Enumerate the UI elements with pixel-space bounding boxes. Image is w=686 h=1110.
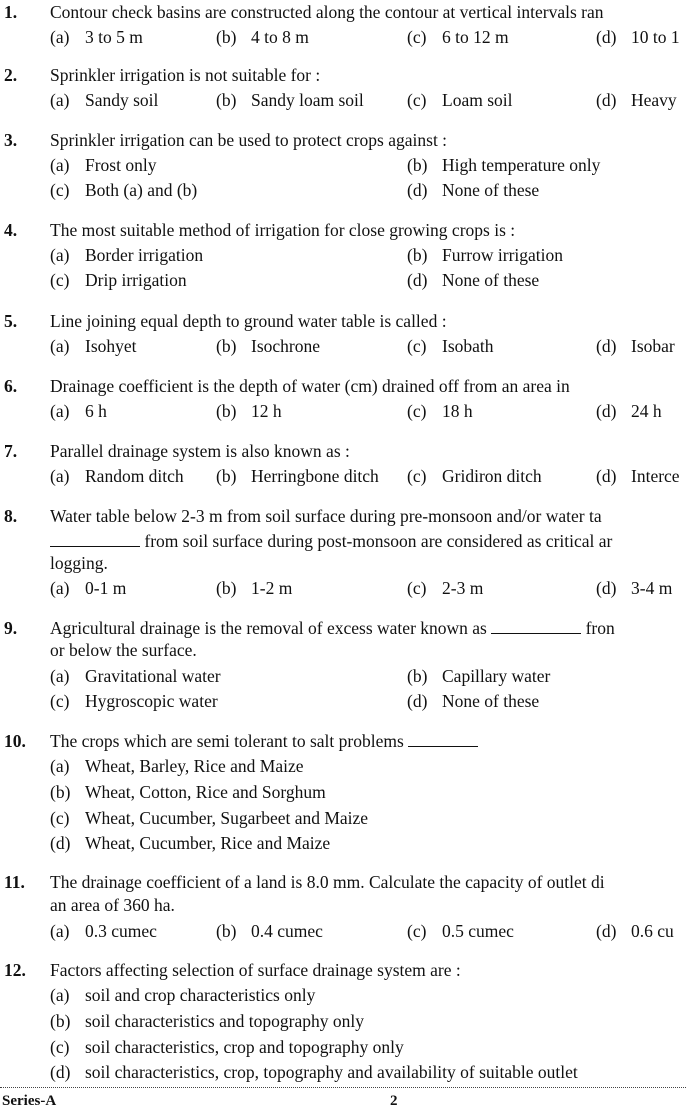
option-a: (a) Sandy soil [50,90,159,110]
option-c: (c) Gridiron ditch [407,466,542,486]
question-number: 1. [4,2,18,22]
question-number: 10. [4,731,26,751]
option-b: (b) Capillary water [407,666,551,686]
question-text: Contour check basins are constructed along the contour at vertical intervals ran [50,2,604,22]
question-text: Drainage coefficient is the depth of water (cm) drained off from an area in [50,376,570,396]
question-text: Line joining equal depth to ground water table is called : [50,311,447,331]
option-b: (b) High temperature only [407,155,601,175]
question-text-line-3: logging. [50,553,108,573]
option-a: (a) Wheat, Barley, Rice and Maize [50,756,304,776]
option-b: (b) Furrow irrigation [407,245,564,265]
option-d: (d) Isobar [596,336,675,356]
option-d: (d) soil characteristics, crop, topography and availability of suitable outlet [50,1062,578,1082]
option-d: (d) Wheat, Cucumber, Rice and Maize [50,833,331,853]
option-d: (d) 3-4 m [596,578,673,598]
option-c: (c) 18 h [407,401,473,421]
question-number: 9. [4,618,18,638]
option-d: (d) None of these [407,270,540,290]
series-label: Series-A [2,1093,57,1109]
option-c: (c) Drip irrigation [50,270,187,290]
option-d: (d) 24 h [596,401,662,421]
option-c: (c) Both (a) and (b) [50,180,198,200]
question-number: 4. [4,220,18,240]
question-text-line-2: or below the surface. [50,640,197,660]
option-c: (c) Wheat, Cucumber, Sugarbeet and Maize [50,808,369,828]
option-c: (c) 0.5 cumec [407,921,514,941]
question-number: 12. [4,960,26,980]
question-text: Factors affecting selection of surface drainage system are : [50,960,461,980]
question-text: The most suitable method of irrigation for close growing crops is : [50,220,516,240]
question-text: Parallel drainage system is also known as : [50,441,350,461]
option-b: (b) Herringbone ditch [216,466,379,486]
option-d: (d) None of these [407,691,540,711]
question-text: Sprinkler irrigation can be used to protect crops against : [50,130,448,150]
option-a: (a) 0.3 cumec [50,921,157,941]
question-text-line-2: an area of 360 ha. [50,895,175,915]
question-text: Water table below 2-3 m from soil surface during pre-monsoon and/or water ta [50,506,602,526]
option-d: (d) 0.6 cu [596,921,674,941]
question-number: 5. [4,311,18,331]
option-b: (b) soil characteristics and topography only [50,1011,364,1031]
option-a: (a) Random ditch [50,466,184,486]
option-b: (b) 0.4 cumec [216,921,323,941]
option-b: (b) 1-2 m [216,578,293,598]
question-text-line-2: from soil surface during post-monsoon are considered as critical ar [50,529,612,554]
option-a: (a) Frost only [50,155,157,175]
option-d: (d) None of these [407,180,540,200]
option-a: (a) 3 to 5 m [50,27,143,47]
option-c: (c) Isobath [407,336,494,356]
question-number: 6. [4,376,18,396]
option-a: (a) soil and crop characteristics only [50,985,316,1005]
answer-blank [408,731,478,747]
option-c: (c) Loam soil [407,90,513,110]
answer-blank [491,618,581,634]
question-number: 3. [4,130,18,150]
question-text: The crops which are semi tolerant to salt problems [50,729,478,754]
answer-blank [50,531,140,547]
question-number: 11. [4,872,25,892]
question-number: 8. [4,506,18,526]
question-text: The drainage coefficient of a land is 8.0 mm. Calculate the capacity of outlet di [50,872,605,892]
page-number: 2 [390,1093,398,1109]
question-text: Agricultural drainage is the removal of excess water known as fron [50,618,615,638]
option-d: (d) Interce [596,466,680,486]
option-a: (a) Isohyet [50,336,137,356]
option-b: (b) 12 h [216,401,282,421]
option-d: (d) 10 to 1 [596,27,680,47]
option-a: (a) 6 h [50,401,107,421]
option-b: (b) 4 to 8 m [216,27,309,47]
option-c: (c) 2-3 m [407,578,484,598]
option-b: (b) Isochrone [216,336,321,356]
option-a: (a) Gravitational water [50,666,221,686]
option-b: (b) Sandy loam soil [216,90,364,110]
question-number: 7. [4,441,18,461]
question-number: 2. [4,65,18,85]
option-a: (a) 0-1 m [50,578,127,598]
option-d: (d) Heavy [596,90,677,110]
option-c: (c) soil characteristics, crop and topography only [50,1037,404,1057]
option-b: (b) Wheat, Cotton, Rice and Sorghum [50,782,326,802]
option-a: (a) Border irrigation [50,245,204,265]
footer-divider [0,1087,686,1088]
option-c: (c) 6 to 12 m [407,27,509,47]
question-text: Sprinkler irrigation is not suitable for : [50,65,321,85]
option-c: (c) Hygroscopic water [50,691,218,711]
